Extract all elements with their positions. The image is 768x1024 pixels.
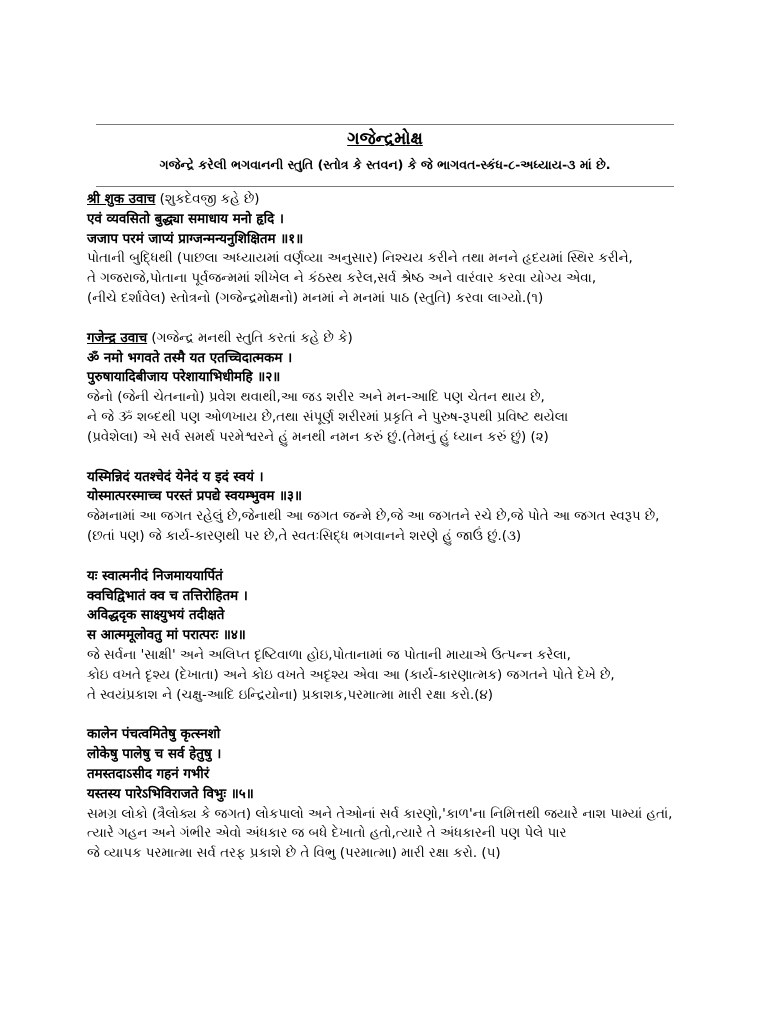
sanskrit-verse-line: ॐ नमो भगवते तस्मै यत एतच्चिदात्मकम । xyxy=(87,350,293,366)
speaker-label: गजेन्द्र उवाच xyxy=(87,330,148,346)
gujarati-translation-line: જેમનામાં આ જગત રહેલું છે,જેનાથી આ જગત જન્મે છે,જે આ જગતને રચે છે,જે પોતે આ જગત સ્વરૂપ છે, xyxy=(87,509,660,525)
verse-section xyxy=(87,190,687,309)
sanskrit-verse-line: अविद्धदृक साक्ष्युभयं तदीक्षते xyxy=(87,608,225,624)
document-body xyxy=(87,190,687,884)
sanskrit-verse-line: एवं व्यवसितो बुद्ध्या समाधाय मनो हृदि । xyxy=(87,211,284,227)
page-subtitle: ગજેન્દ્રે કરેલી ભગવાનની સ્તુતિ (સ્તોત્ર કે સ્તવન) કે જે ભાગવત-સ્કંધ-૮-અધ્યાય-૩ માં છે. xyxy=(159,157,611,172)
gujarati-translation-line: સમગ્ર લોકો (ત્રૈલોક્ય કે જગત) લોકપાલો અને તેઓનાં સર્વ કારણો,'કાળ'ના નિમિત્તથી જયારે નાશ પામ્યાં હતાં, xyxy=(87,806,673,822)
sanskrit-verse-line: जजाप परमं जाप्यं प्राग्जन्मन्यनुशिक्षितम ॥१॥ xyxy=(87,231,304,247)
sanskrit-verse-line: कालेन पंचत्वमितेषु कृत्स्नशो xyxy=(87,727,221,743)
sanskrit-verse-line: योस्मात्परस्माच्च परस्तं प्रपद्ये स्वयम्भुवम ॥३॥ xyxy=(87,489,302,505)
gujarati-translation-line: જે સર્વના 'સાક્ષી' અને અલિપ્ત દૃષ્ટિવાળા હોઇ,પોતાનામાં જ પોતાની માયાએ ઉત્પન્ન કરેલા, xyxy=(87,647,571,663)
verse-section xyxy=(87,468,687,547)
gujarati-translation-line: તે ગજરાજે,પોતાના પૂર્વજન્મમાં શીખેલ ને કંઠસ્થ કરેલ,સર્વ શ્રેષ્ઠ અને વારંવાર કરવા યોગ્ય એવા, xyxy=(87,271,597,287)
gujarati-translation-line: પોતાની બુદ્ધિથી (પાછલા અધ્યાયમાં વર્ણવ્યા અનુસાર) નિશ્ચય કરીને તથા મનને હૃદયમાં સ્થિર કરીને, xyxy=(87,251,633,267)
sanskrit-verse-line: क्वचिद्विभातं क्व च तत्तिरोहितम । xyxy=(87,588,248,604)
gujarati-translation-line: કોઇ વખતે દૃશ્ય (દેખાતા) અને કોઇ વખતે અદૃશ્ય એવા આ (કાર્ય-કારણાત્મક) જગતને પોતે દેખે છે, xyxy=(87,667,615,683)
gujarati-translation-line: તે સ્વયંપ્રકાશ ને (ચક્ષુ-આદિ ઇન્દ્રિયોના) પ્રકાશક,પરમાત્મા મારી રક્ષા કરો.(૪) xyxy=(87,687,493,703)
speaker-line xyxy=(87,190,687,210)
sanskrit-verse-line: यः स्वात्मनीदं निजमाययार्पितं xyxy=(87,568,223,584)
verse-section xyxy=(87,329,687,448)
gujarati-translation-line: ત્યારે ગહન અને ગંભીર એવો અંધકાર જ બધે દેખાતો હતો,ત્યારે તે અંધકારની પણ પેલે પાર xyxy=(87,826,567,842)
sanskrit-verse-line: लोकेषु पालेषु च सर्व हेतुषु । xyxy=(87,747,222,763)
speaker-line xyxy=(87,329,687,349)
gujarati-translation-line: (છતાં પણ) જે કાર્ય-કારણથી પર છે,તે સ્વતઃસિદ્ધ ભગવાનને શરણે હું જાઉં છું.(૩) xyxy=(87,528,522,544)
speaker-label: श्री शुक उवाच xyxy=(87,192,156,207)
sanskrit-verse-line: पुरुषायादिबीजाय परेशायाभिधीमहि ॥२॥ xyxy=(87,370,281,386)
verse-section xyxy=(87,567,687,706)
speaker-note: (શુકદેવજી કહે છે) xyxy=(155,192,260,207)
top-divider xyxy=(96,124,674,125)
gujarati-translation-line: (પ્રવેશેલા) એ સર્વ સમર્થ પરમેશ્વરને હું મનથી નમન કરું છું.(તેમનું હું ધ્યાન કરું છું) (૨) xyxy=(87,429,549,445)
sanskrit-verse-line: यस्तस्य पारेऽभिविराजते विभुः ॥५॥ xyxy=(87,786,254,802)
page-title: ગજેન્દ્રમોક્ષ xyxy=(347,129,423,149)
sanskrit-verse-line: स आत्ममूलोवतु मां परात्परः ॥४॥ xyxy=(87,628,246,644)
gujarati-translation-line: ને જે ૐ શબ્દથી પણ ઓળખાય છે,તથા સંપૂર્ણ શરીરમાં પ્રકૃતિ ને પુરુષ-રૂપથી પ્રવિષ્ટ થયેલા xyxy=(87,409,569,425)
gujarati-translation-line: (નીચે દર્શાવેલ) સ્તોત્રનો (ગજેન્દ્રમોક્ષનો) મનમાં ને મનમાં પાઠ (સ્તુતિ) કરવા લાગ્યો.(૧) xyxy=(87,290,544,306)
header-divider xyxy=(96,186,674,187)
gujarati-translation-line: જેનો (જેની ચેતનાનો) પ્રવેશ થવાથી,આ જડ શરીર અને મન-આદિ પણ ચેતન થાય છે, xyxy=(87,390,545,406)
gujarati-translation-line: જે વ્યાપક પરમાત્મા સર્વ તરફ પ્રકાશે છે તે વિભુ (પરમાત્મા) મારી રક્ષા કરો. (૫) xyxy=(87,846,501,862)
verse-section xyxy=(87,725,687,864)
sanskrit-verse-line: तमस्तदाऽसीद गहनं गभीरं xyxy=(87,766,210,782)
sanskrit-verse-line: यस्मिन्निदं यतश्चेदं येनेदं य इदं स्वयं । xyxy=(87,469,264,485)
speaker-note: (ગજેન્દ્ર મનથી સ્તુતિ કરતાં કહે છે કે) xyxy=(147,330,353,346)
